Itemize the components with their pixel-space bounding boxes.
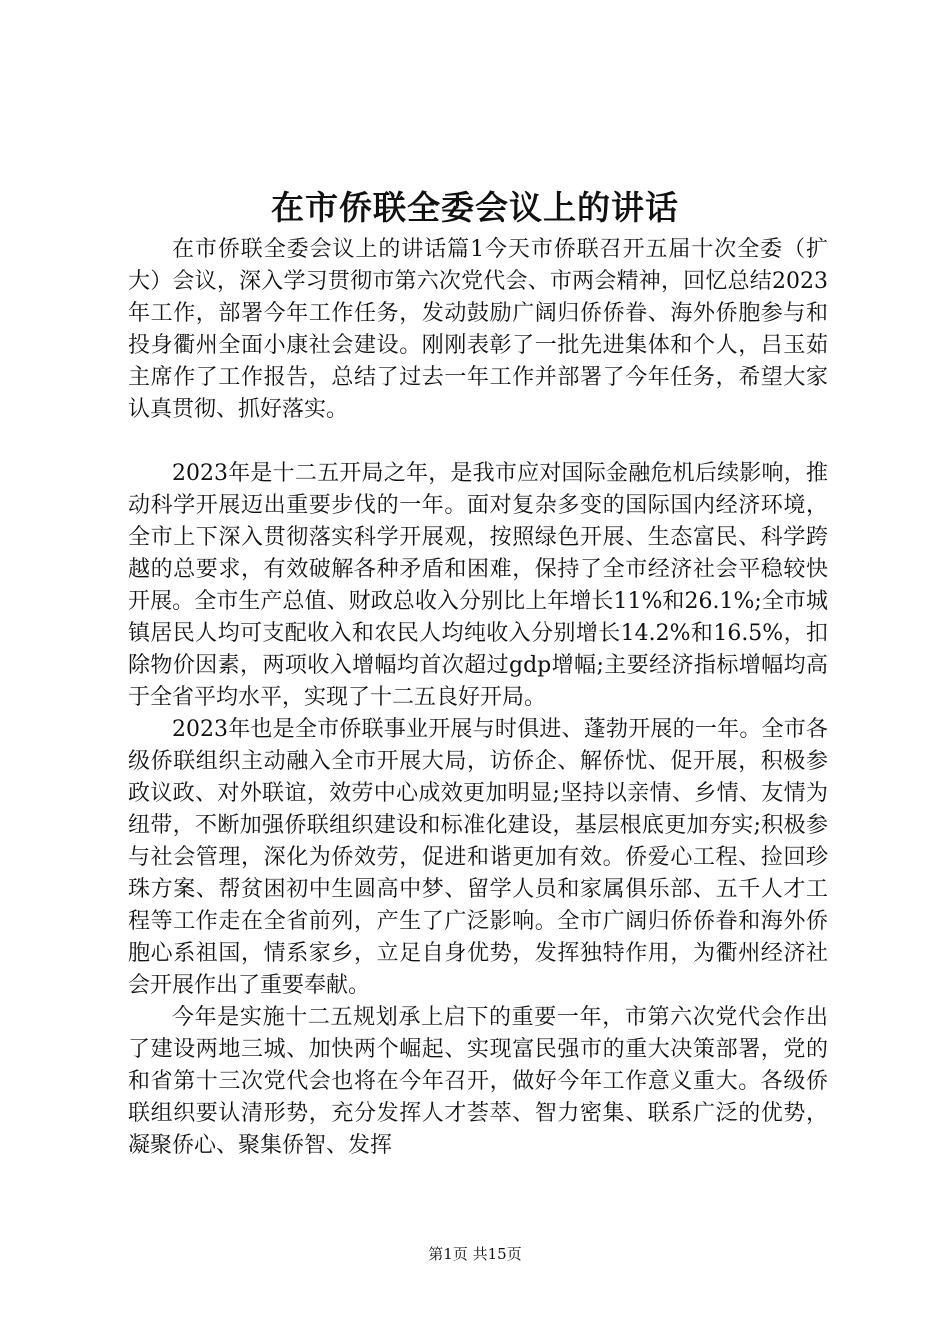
paragraph-overseas-work: 2023年也是全市侨联事业开展与时俱进、蓬勃开展的一年。全市各级侨联组织主动融入全市开展大局，访侨企、解侨忧、促开展，积极参政议政、对外联谊，效劳中心成效更加明显;坚持以亲情、乡情、友情为纽带，不断加强侨联组织建设和标准化建设，基层根底更加夯实;积极参与社会管理，深化为侨效劳，促进和谐更加有效。侨爱心工程、捡回珍珠方案、帮贫困初中生圆高中梦、留学人员和家属俱乐部、五千人才工程等工作走在全省前列，产生了广泛影响。全市广阔归侨侨眷和海外侨胞心系祖国，情系家乡，立足自身优势，发挥独特作用，为衢州经济社会开展作出了重要奉献。 xyxy=(128,717,828,998)
paragraph-intro: 在市侨联全委会议上的讲话篇1今天市侨联召开五届十次全委（扩大）会议，深入学习贯彻市第六次党代会、市两会精神，回忆总结2023年工作，部署今年工作任务，发动鼓励广阔归侨侨眷、海外侨胞参与和投身衢州全面小康社会建设。刚刚表彰了一批先进集体和个人，吕玉茹主席作了工作报告，总结了过去一年工作并部署了今年任务，希望大家认真贯彻、抓好落实。 xyxy=(128,237,828,422)
paragraph-this-year: 今年是实施十二五规划承上启下的重要一年，市第六次党代会作出了建设两地三城、加快两个崛起、实现富民强市的重大决策部署，党的和省第十三次党代会也将在今年召开，做好今年工作意义重大。各级侨联组织要认清形势，充分发挥人才荟萃、智力密集、联系广泛的优势，凝聚侨心、聚集侨智、发挥 xyxy=(128,1005,828,1158)
paragraph-gap xyxy=(128,426,828,458)
document-body xyxy=(128,234,828,1162)
page-total: 共15页 xyxy=(472,1245,522,1263)
document-title: 在市侨联全委会议上的讲话 xyxy=(271,188,679,227)
page-footer xyxy=(0,1243,950,1265)
paragraph-economy: 2023年是十二五开局之年，是我市应对国际金融危机后续影响，推动科学开展迈出重要步伐的一年。面对复杂多变的国际国内经济环境，全市上下深入贯彻落实科学开展观，按照绿色开展、生态富民、科学跨越的总要求，有效破解各种矛盾和困难，保持了全市经济社会平稳较快开展。全市生产总值、财政总收入分别比上年增长11%和26.1%;全市城镇居民人均可支配收入和农民人均纯收入分别增长14.2%和16.5%，扣除物价因素，两项收入增幅均首次超过gdp增幅;主要经济指标增幅均高于全省平均水平，实现了十二五良好开局。 xyxy=(128,461,828,710)
page-number: 第1页 xyxy=(428,1245,468,1263)
